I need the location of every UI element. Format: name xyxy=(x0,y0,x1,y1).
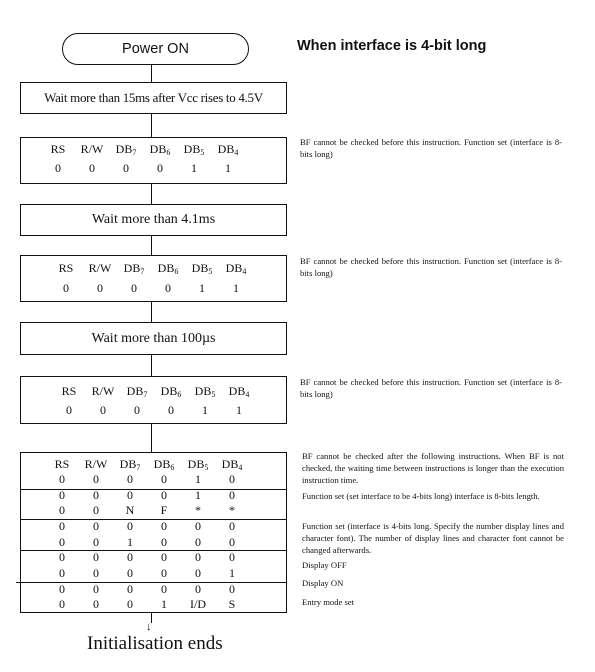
bit-value: 0 xyxy=(123,161,129,175)
wait-15ms-label: Wait more than 15ms after Vcc rises to 4.5V xyxy=(44,90,263,105)
wait-4-1ms-label: Wait more than 4.1ms xyxy=(91,212,216,227)
bit-value: 0 xyxy=(59,582,65,596)
bit-value: N xyxy=(125,503,135,517)
bit-value: 0 xyxy=(93,535,99,549)
column-header: $DB_6$ xyxy=(160,384,182,399)
column-header: $DB_7$ xyxy=(119,457,141,472)
bit-value: 0 xyxy=(229,550,235,564)
wait-step-100us xyxy=(20,322,287,355)
bit-value: 0 xyxy=(195,566,201,580)
bit-value: 0 xyxy=(229,488,235,502)
column-header: $DB_4$ xyxy=(217,142,239,157)
bit-value: 0 xyxy=(59,535,65,549)
bit-value: 0 xyxy=(89,161,95,175)
wait-100us-label: Wait more than 100µs xyxy=(91,330,216,346)
bit-value: 0 xyxy=(161,535,167,549)
column-header: $DB_5$ xyxy=(191,261,213,276)
bit-value: 0 xyxy=(127,472,133,486)
bit-value: 0 xyxy=(59,597,65,611)
column-header: $DB_6$ xyxy=(157,261,179,276)
column-header: $DB_5$ xyxy=(187,457,209,472)
bit-value: 0 xyxy=(59,472,65,486)
bit-value: 0 xyxy=(127,550,133,564)
bit-value: 0 xyxy=(93,566,99,580)
bit-value: 1 xyxy=(225,161,231,175)
bit-value: 0 xyxy=(63,281,69,295)
column-header: RS xyxy=(61,384,77,398)
bit-value: 0 xyxy=(59,566,65,580)
bit-value: 0 xyxy=(195,550,201,564)
bit-value: 0 xyxy=(127,597,133,611)
column-header: RS xyxy=(58,261,74,275)
bit-value: 0 xyxy=(100,403,106,417)
note-8: Display ON xyxy=(302,578,344,588)
bit-value: 0 xyxy=(93,488,99,502)
bit-value: 0 xyxy=(161,519,167,533)
connector xyxy=(151,424,152,452)
column-header: $DB_4$ xyxy=(221,457,243,472)
bit-value: 0 xyxy=(97,281,103,295)
bit-value: 0 xyxy=(168,403,174,417)
end-label: Initialisation ends xyxy=(87,633,223,654)
diagram-heading: When interface is 4-bit long xyxy=(297,38,487,54)
bit-value: F xyxy=(160,503,168,517)
bit-value: 0 xyxy=(229,535,235,549)
bit-value: S xyxy=(228,597,236,611)
bit-value: I/D xyxy=(190,597,206,611)
bit-value: 0 xyxy=(134,403,140,417)
bit-value: 0 xyxy=(93,503,99,517)
bit-value: 0 xyxy=(161,566,167,580)
column-header: $DB_6$ xyxy=(149,142,171,157)
wait-step-15ms xyxy=(20,82,287,114)
note-9: Entry mode set xyxy=(302,597,355,607)
bit-value: 0 xyxy=(127,488,133,502)
bit-value: 1 xyxy=(127,535,133,549)
bit-value: 0 xyxy=(127,582,133,596)
note-5: Function set (set interface to be 4-bits long) interface is 8-bits length. xyxy=(302,491,540,501)
bit-value: 0 xyxy=(93,472,99,486)
connector xyxy=(151,184,152,204)
column-header: R/W xyxy=(88,261,112,275)
column-header: RS xyxy=(54,457,70,471)
bit-value: 0 xyxy=(59,519,65,533)
note-2: BF cannot be checked before this instruction. Function set (interface is 8-bits long) xyxy=(300,256,562,278)
bit-value: 1 xyxy=(195,472,201,486)
bit-value: 0 xyxy=(161,488,167,502)
connector xyxy=(151,114,152,137)
column-header: R/W xyxy=(84,457,108,471)
note-1: BF cannot be checked before this instruction. Function set (interface is 8-bits long) xyxy=(300,137,562,159)
bit-value: 0 xyxy=(59,488,65,502)
column-header: $DB_7$ xyxy=(123,261,145,276)
power-on-label: Power ON xyxy=(122,41,189,57)
bit-value: 1 xyxy=(199,281,205,295)
bit-value: 0 xyxy=(161,550,167,564)
column-header: $DB_6$ xyxy=(153,457,175,472)
connector xyxy=(151,355,152,376)
column-header: $DB_4$ xyxy=(225,261,247,276)
bit-value: 0 xyxy=(127,519,133,533)
bit-value: * xyxy=(229,503,235,517)
bit-value: 0 xyxy=(93,582,99,596)
bit-value: 0 xyxy=(55,161,61,175)
bit-value: 0 xyxy=(66,403,72,417)
bit-value: 0 xyxy=(229,472,235,486)
bit-value: 0 xyxy=(127,566,133,580)
arrow-down-icon: ↓ xyxy=(146,621,152,633)
connector xyxy=(151,302,152,322)
bit-value: 1 xyxy=(202,403,208,417)
column-header: RS xyxy=(50,142,66,156)
bit-value: 0 xyxy=(59,550,65,564)
bit-value: 1 xyxy=(233,281,239,295)
bit-value: 0 xyxy=(93,550,99,564)
bit-value: 1 xyxy=(161,597,167,611)
bit-value: 1 xyxy=(191,161,197,175)
power-on-terminal xyxy=(62,33,249,65)
bit-value: 0 xyxy=(195,582,201,596)
column-header: R/W xyxy=(80,142,104,156)
bit-value: 1 xyxy=(229,566,235,580)
column-header: $DB_4$ xyxy=(228,384,250,399)
column-header: $DB_7$ xyxy=(115,142,137,157)
bit-value: 0 xyxy=(161,472,167,486)
connector xyxy=(151,65,152,82)
note-7: Display OFF xyxy=(302,560,347,570)
note-3: BF cannot be checked before this instruction. Function set (interface is 8-bits long) xyxy=(300,377,562,399)
bit-value: 0 xyxy=(93,597,99,611)
note-6: Function set (interface is 4-bits long. Specify the number display lines and character font). The number of display lines and character font cannot be changed afterwards. xyxy=(302,521,564,555)
bit-value: 0 xyxy=(195,519,201,533)
bit-value: 0 xyxy=(229,519,235,533)
bit-value: * xyxy=(195,503,201,517)
wait-step-4-1ms xyxy=(20,204,287,236)
bit-value: 0 xyxy=(161,582,167,596)
column-header: R/W xyxy=(91,384,115,398)
bit-value: 1 xyxy=(236,403,242,417)
bit-value: 0 xyxy=(195,535,201,549)
bit-value: 0 xyxy=(157,161,163,175)
bit-value: 0 xyxy=(131,281,137,295)
connector xyxy=(151,236,152,255)
bit-value: 1 xyxy=(195,488,201,502)
bit-value: 0 xyxy=(93,519,99,533)
bit-value: 0 xyxy=(229,582,235,596)
column-header: $DB_5$ xyxy=(194,384,216,399)
column-header: $DB_7$ xyxy=(126,384,148,399)
note-4: BF cannot be checked after the following instructions. When BF is not checked, the waiting time between instructions is longer than the execution instruction time. xyxy=(302,451,564,485)
bit-value: 0 xyxy=(59,503,65,517)
bit-value: 0 xyxy=(165,281,171,295)
column-header: $DB_5$ xyxy=(183,142,205,157)
